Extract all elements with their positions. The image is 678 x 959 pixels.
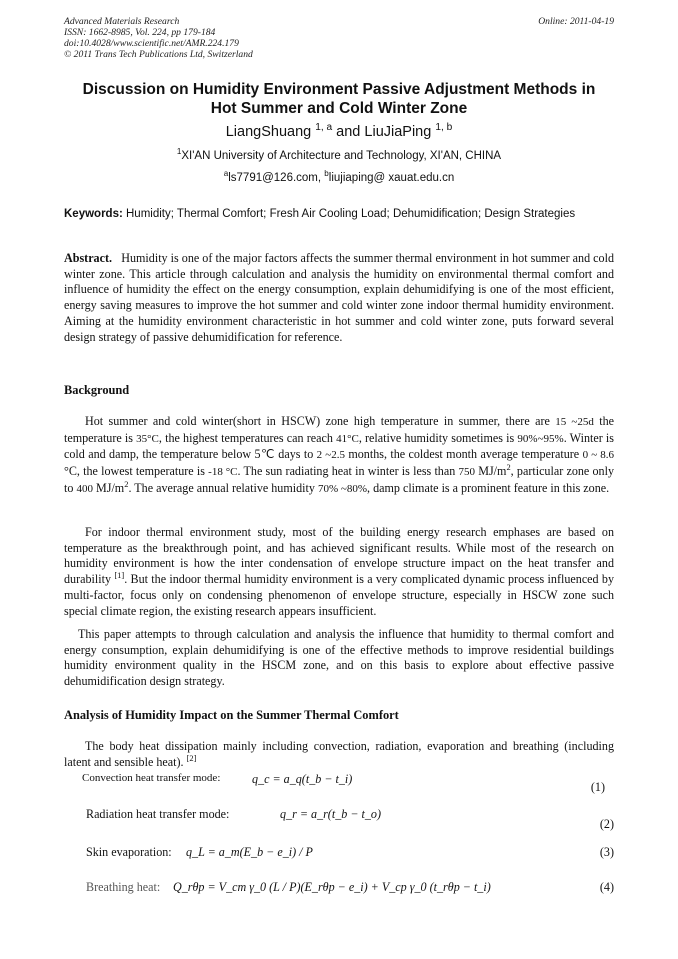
bg-p1-temp-41: 41°C	[336, 432, 359, 445]
bg-p1-400: 400	[76, 482, 93, 495]
email-a: ls7791@126.com,	[228, 172, 322, 184]
keywords-text: Humidity; Thermal Comfort; Fresh Air Cooling Load; Dehumidification; Design Strategies	[126, 208, 576, 220]
equation-2-label: Radiation heat transfer mode:	[86, 807, 230, 821]
bg-p1-text-a: Hot summer and cold winter(short in HSCW) zone high temperature in summer, there are	[85, 414, 550, 428]
equation-4-formula: Q_rθp = V_cm γ_0 (L / P)(E_rθp − e_i) + V_cp γ_0 (t_rθp − t_i)	[173, 880, 491, 894]
equation-1-label: Convection heat transfer mode:	[82, 772, 221, 784]
author-2-sup: 1, b	[435, 122, 453, 134]
analysis-p1-text: The body heat dissipation mainly including convection, radiation, evaporation and breathing (including latent and sensible heat).	[64, 739, 614, 769]
affiliation	[64, 147, 614, 162]
bg-p1-text-w: . The average annual relative humidity	[128, 480, 315, 495]
paper-title	[64, 80, 614, 118]
bg-p1-days: 15 ~25d	[555, 416, 594, 428]
email-b: liujiaping@ xauat.edu.cn	[328, 172, 455, 184]
citation-2: [2]	[186, 752, 197, 763]
issn-line: ISSN: 1662-8985, Vol. 224, pp 179-184	[64, 27, 216, 38]
analysis-paragraph-1	[64, 739, 614, 770]
author-2: LiuJiaPing	[364, 124, 432, 140]
bg-p1-unit-2: MJ/m	[95, 480, 125, 495]
heading-analysis: Analysis of Humidity Impact on the Summer Thermal Comfort	[64, 708, 399, 722]
online-date: Online: 2011-04-19	[538, 16, 614, 27]
bg-p1-temp-35: 35°C	[136, 432, 159, 445]
bg-p1-text-g: , relative humidity sometimes is	[358, 430, 515, 445]
bg-p1-unit-1-sup: 2	[506, 462, 511, 473]
bg-p1-text-k: months, the coldest month average temperature	[348, 447, 580, 462]
author-1: LiangShuang	[225, 124, 312, 140]
journal-name: Advanced Materials Research	[64, 16, 180, 27]
bg-p1-annual-humidity: 70% ~80%	[317, 482, 368, 495]
journal-header	[64, 16, 614, 60]
keywords	[64, 207, 614, 223]
bg-p1-text-i: . Winter is cold and damp, the temperature below 5℃ days to	[64, 430, 614, 462]
background-paragraph-2	[64, 525, 614, 619]
equation-3-number: (3)	[599, 845, 614, 859]
bg-p2-text-a: For indoor thermal environment study, most of the building energy research emphases are based on temperature as the breakthrough point, and has achieved significant results. While most of the research on humidity environment is how the inter condensation of envelope structure impact on the heat transfer and durability	[64, 525, 614, 587]
abstract	[64, 251, 614, 345]
affiliation-sup: 1	[176, 147, 182, 157]
keywords-label: Keywords:	[64, 208, 123, 220]
bg-p2-text-b: . But the indoor thermal humidity environment is a very complicated dynamic process influenced by multi-factor, focus only on condensing phenomenon of envelope structure, especially in HSCW zone such special climate region, the existing research appears insufficient.	[64, 572, 614, 618]
email-a-sup: a	[223, 169, 229, 179]
background-paragraph-3: This paper attempts to through calculation and analysis the influence that humidity to thermal comfort and energy consumption, explain dehumidifying is one of the effective methods to improve residential buildings humidity environment quality in the HSCM zone, and on this basis to explore about effective passive dehumidification design strategy.	[64, 627, 614, 689]
email-line	[64, 169, 614, 184]
affiliation-text: XI'AN University of Architecture and Technology, XI'AN, CHINA	[181, 150, 502, 162]
bg-p1-text-y: , damp climate is a prominent feature in this zone.	[367, 480, 610, 495]
email-b-sup: b	[324, 169, 329, 179]
equation-2-formula: q_r = a_r(t_b − t_o)	[280, 807, 381, 821]
bg-p1-months: 2 ~2.5	[316, 449, 345, 462]
title-line-2: Hot Summer and Cold Winter Zone	[210, 100, 468, 117]
bg-p1-text-c: the temperature is	[64, 414, 614, 445]
equation-1-formula: q_c = a_q(t_b − t_i)	[252, 772, 353, 786]
bg-p1-text-m: °C, the lowest temperature is	[64, 464, 205, 479]
bg-p1-text-s: , particular zone only to	[64, 464, 614, 495]
bg-p1-avg-temp: 0 ~ 8.6	[582, 449, 614, 462]
bg-p1-humidity: 90%~95%	[517, 432, 564, 445]
bg-p1-text-e: , the highest temperatures can reach	[158, 430, 333, 445]
abstract-text: Humidity is one of the major factors affects the summer thermal environment in hot summer and cold winter zone. This article through calculation and analysis the humidity on environmental thermal comfort and influence of humidity the effect on the energy consumption, explain dehumidifying is one of the most efficient, energy saving measures to improve the hot summer and cold winter zone indoor thermal humidity environment. Aiming at the humidity environment characteristic in hot summer and cold winter zone, puts forward several design strategy of passive dehumidification for reference.	[64, 251, 615, 344]
bg-p1-text-o: . The sun radiating heat in winter is less than	[237, 464, 456, 479]
doi-line: doi:10.4028/www.scientific.net/AMR.224.179	[64, 38, 239, 49]
bg-p1-unit-2-sup: 2	[124, 478, 129, 489]
equation-3-formula: q_L = a_m(E_b − e_i) / P	[186, 845, 313, 859]
equation-3-label: Skin evaporation:	[86, 845, 172, 859]
copyright-line: © 2011 Trans Tech Publications Ltd, Switzerland	[64, 49, 253, 60]
bg-p1-lowest-temp: -18 °C	[208, 466, 238, 479]
citation-1: [1]	[114, 570, 125, 581]
abstract-label: Abstract.	[64, 251, 113, 265]
equation-2-number: (2)	[599, 817, 614, 831]
title-line-1: Discussion on Humidity Environment Passive Adjustment Methods in	[82, 81, 596, 98]
equation-4-label: Breathing heat:	[86, 880, 161, 894]
bg-p1-unit-1: MJ/m	[478, 464, 507, 479]
author-and: and	[336, 124, 361, 140]
heading-background: Background	[64, 383, 130, 397]
equation-4-number: (4)	[599, 880, 614, 894]
equation-1-number: (1)	[590, 780, 605, 794]
author-1-sup: 1, a	[315, 122, 333, 134]
author-line	[64, 124, 614, 140]
background-paragraph-1	[64, 414, 614, 498]
bg-p1-750: 750	[458, 466, 475, 479]
